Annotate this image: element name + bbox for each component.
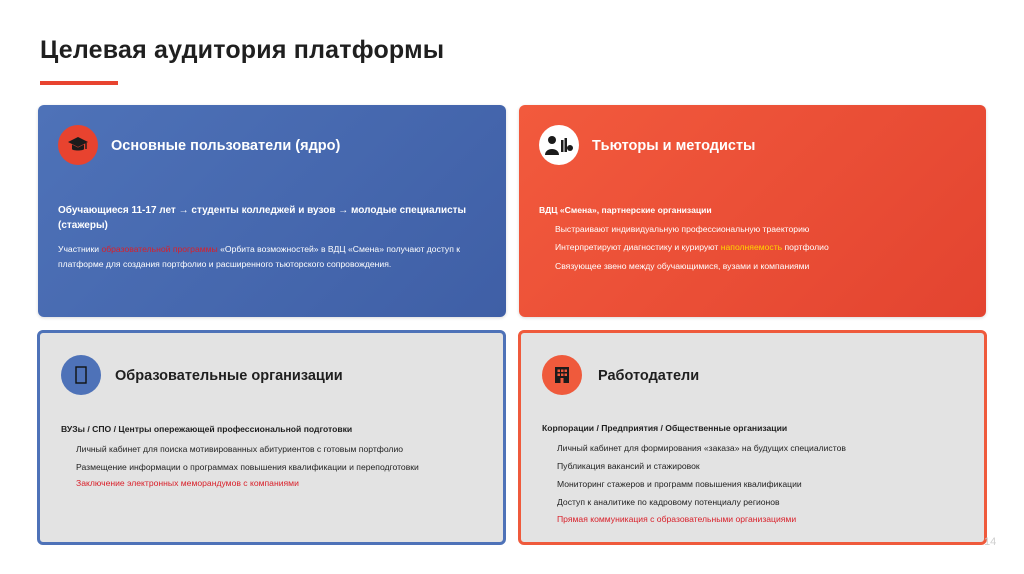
- list-item: Прямая коммуникация с образовательными организациями: [557, 514, 797, 524]
- title-underline: [40, 81, 118, 85]
- list-item: Размещение информации о программах повышения квалификации и переподготовки: [76, 462, 419, 472]
- card-heading: Образовательные организации: [115, 368, 343, 384]
- para-text: «Орбита возможностей» в ВДЦ «Смена» получают доступ к платформе для создания портфолио и расширенного тьюторского сопровождения.: [58, 244, 460, 269]
- list-item: Доступ к аналитике по кадровому потенциалу регионов: [557, 497, 780, 507]
- tutors-icon: [539, 125, 579, 165]
- building-icon: [61, 355, 101, 395]
- card-paragraph: [58, 242, 498, 272]
- card-subtitle: Обучающиеся 11-17 лет → студенты колледжей и вузов → молодые специалисты (стажеры): [58, 205, 467, 231]
- page-title: Целевая аудитория платформы: [40, 36, 445, 64]
- card-heading: Тьюторы и методисты: [592, 138, 756, 154]
- card-subtitle: Корпорации / Предприятия / Общественные организации: [542, 423, 788, 433]
- para-text: Участники: [58, 244, 102, 254]
- card-heading: Основные пользователи (ядро): [111, 138, 341, 154]
- list-item: Выстраивают индивидуальную профессиональную траекторию: [555, 224, 810, 234]
- list-item: Мониторинг стажеров и программ повышения квалификации: [557, 479, 802, 489]
- page-number: 14: [984, 536, 997, 548]
- list-item: [555, 241, 829, 253]
- card-heading: Работодатели: [598, 368, 700, 384]
- list-item: Публикация вакансий и стажировок: [557, 461, 700, 471]
- card-core-users: [38, 105, 506, 317]
- para-highlight: образовательной программы: [101, 244, 218, 254]
- list-item: Связующее звено между обучающимися, вузами и компаниями: [555, 261, 810, 271]
- graduation-cap-icon: [58, 125, 98, 165]
- card-subtitle: ВУЗы / СПО / Центры опережающей профессиональной подготовки: [61, 424, 353, 434]
- item-highlight: наполняемость: [720, 242, 783, 252]
- card-subtitle: ВДЦ «Смена», партнерские организации: [539, 205, 712, 215]
- card-educational-organizations: [37, 330, 506, 545]
- card-employers: [518, 330, 987, 545]
- office-building-icon: [542, 355, 582, 395]
- item-text: Интерпретируют диагностику и курируют: [555, 242, 721, 252]
- list-item: Личный кабинет для поиска мотивированных абитуриентов с готовым портфолио: [76, 444, 404, 454]
- card-tutors: [519, 105, 986, 317]
- list-item: Заключение электронных меморандумов с компаниями: [76, 478, 299, 488]
- list-item: Личный кабинет для формирования «заказа» на будущих специалистов: [557, 443, 846, 453]
- item-text: портфолио: [782, 242, 829, 252]
